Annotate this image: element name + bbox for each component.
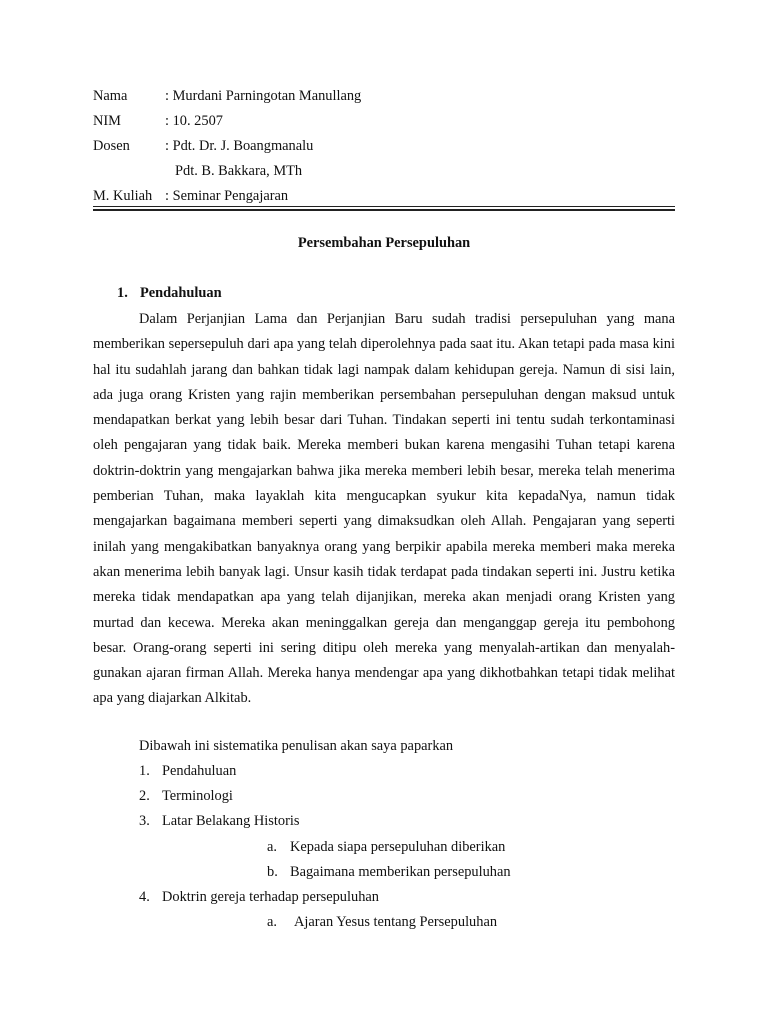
section-number: 1. (117, 285, 128, 301)
mata-kuliah-value: : Seminar Pengajaran (165, 188, 289, 204)
sub-list-item-letter: a. (267, 839, 277, 855)
section-title: Pendahuluan (140, 285, 222, 301)
dosen-value-1: : Pdt. Dr. J. Boangmanalu (165, 138, 314, 154)
list-item-text: Pendahuluan (162, 763, 237, 779)
dosen-value-2: Pdt. B. Bakkara, MTh (175, 163, 303, 179)
sub-list-item (267, 912, 497, 932)
nama-value: : Murdani Parningotan Manullang (165, 88, 362, 104)
sub-list-item-text: Ajaran Yesus tentang Persepuluhan (294, 914, 498, 930)
sub-list-item (267, 862, 511, 882)
dosen-label: Dosen (93, 138, 130, 154)
nim-value: : 10. 2507 (165, 113, 223, 129)
section-heading (117, 283, 222, 303)
body-paragraph: Dalam Perjanjian Lama dan Perjanjian Baru sudah tradisi persepuluhan yang mana memberikan sepersepuluh dari apa yang telah diperolehnya pada saat itu. Akan tetapi pada masa kini hal itu sudahlah jarang dan bahkan tidak lagi nampak dalam kehidupan gereja. Namun di sisi lain, ada juga orang Kristen yang rajin memberikan persembahan persepuluhan dengan maksud untuk mendapatkan berkat yang lebih besar dari Tuhan. Tindakan seperti ini tentu sudah terkontaminasi oleh pengajaran yang tidak baik. Mereka memberi bukan karena mengasihi Tuhan tetapi karena doktrin-doktrin yang mengajarkan bahwa jika mereka memberi lebih besar, mereka telah menerima pemberian Tuhan, maka layaklah kita mengucapkan syukur kita kepadaNya, namun tidak mengajarkan bagaimana memberi seperti yang dimaksudkan oleh Allah. Pengajaran yang seperti inilah yang mengakibatkan banyaknya orang yang berpikir apabila mereka memberi maka mereka akan menerima lebih banyak lagi. Unsur kasih tidak terdapat pada tindakan seperti ini. Justru ketika mereka tidak mendapatkan apa yang telah dijanjikan, mereka akan menjadi orang Kristen yang murtad dan kecewa. Mereka akan meninggalkan gereja dan menganggap gereja itu pembohong besar. Orang-orang seperti ini sering ditipu oleh mereka yang menyalah-artikan dan menyalah-gunakan ajaran firman Allah. Mereka hanya mendengar apa yang dikhotbahkan tetapi tidak melihat apa yang diajarkan Alkitab. (93, 311, 675, 707)
list-item (139, 786, 233, 806)
header-divider-thick (93, 209, 675, 211)
sub-list-item-text: Kepada siapa persepuluhan diberikan (290, 839, 506, 855)
nim-label: NIM (93, 113, 121, 129)
list-item-text: Terminologi (162, 788, 233, 804)
list-item-text: Doktrin gereja terhadap persepuluhan (162, 889, 379, 905)
sub-list-item-text: Bagaimana memberikan persepuluhan (290, 864, 511, 880)
list-item (139, 887, 379, 907)
list-item-number: 1. (139, 763, 150, 779)
mata-kuliah-label: M. Kuliah (93, 188, 153, 204)
sub-list-item-letter: b. (267, 864, 278, 880)
nama-label: Nama (93, 88, 128, 104)
list-item (139, 811, 299, 831)
list-item-number: 4. (139, 889, 150, 905)
list-item-text: Latar Belakang Historis (162, 813, 300, 829)
header-divider-thin (93, 206, 675, 207)
outline-intro: Dibawah ini sistematika penulisan akan saya paparkan (139, 738, 454, 754)
list-item-number: 2. (139, 788, 150, 804)
sub-list-item-letter: a. (267, 914, 277, 930)
list-item-number: 3. (139, 813, 150, 829)
list-item (139, 761, 236, 781)
sub-list-item (267, 837, 505, 857)
document-title: Persembahan Persepuluhan (297, 235, 471, 251)
